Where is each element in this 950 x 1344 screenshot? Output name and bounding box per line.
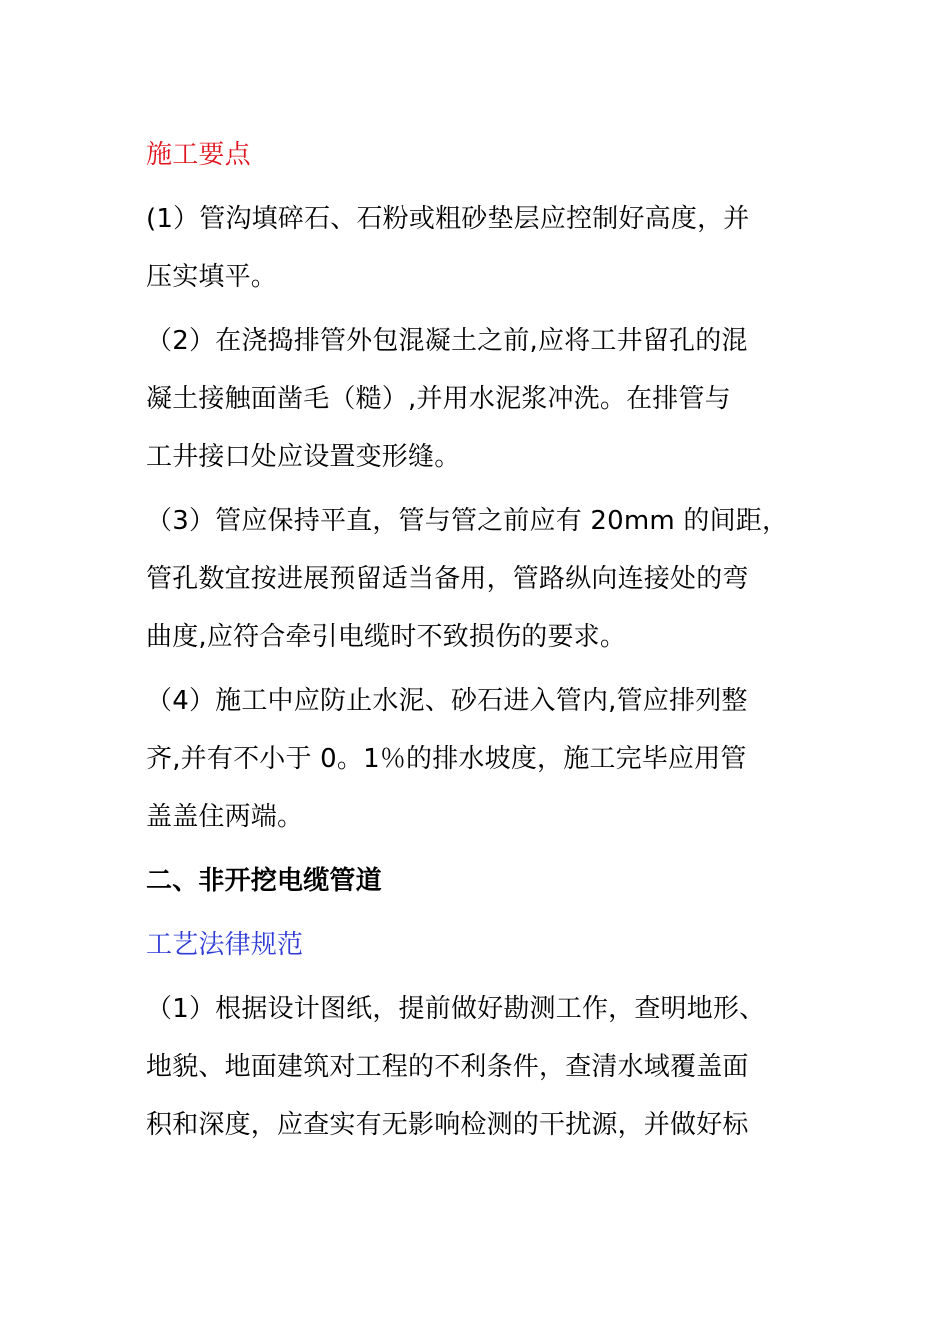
paragraph-line: （2）在浇捣排管外包混凝土之前,应将工井留孔的混 bbox=[146, 326, 748, 356]
paragraph-line: 地貌、地面建筑对工程的不利条件，查清水域覆盖面 bbox=[146, 1052, 749, 1082]
paragraph-line: (1）管沟填碎石、石粉或粗砂垫层应控制好高度，并 bbox=[146, 204, 750, 234]
paragraph-line: 管孔数宜按进展预留适当备用，管路纵向连接处的弯 bbox=[146, 564, 749, 594]
paragraph-line: 工井接口处应设置变形缝。 bbox=[146, 442, 461, 472]
paragraph-line: 齐,并有不小于 0。1％的排水坡度，施工完毕应用管 bbox=[146, 744, 747, 774]
paragraph-2 bbox=[146, 312, 818, 486]
paragraph-line: 积和深度，应查实有无影响检测的干扰源，并做好标 bbox=[146, 1110, 749, 1140]
heading-construction-points: 施工要点 bbox=[146, 140, 251, 170]
paragraph-line: 曲度,应符合牵引电缆时不致损伤的要求。 bbox=[146, 622, 627, 652]
paragraph-1 bbox=[146, 190, 818, 306]
paragraph-line: （1）根据设计图纸，提前做好勘测工作，查明地形、 bbox=[146, 994, 766, 1024]
paragraph-line: （3）管应保持平直，管与管之前应有 20mm 的间距， bbox=[146, 506, 789, 536]
paragraph-line: 压实填平。 bbox=[146, 262, 278, 292]
document-page bbox=[146, 126, 818, 1154]
paragraph-5 bbox=[146, 980, 818, 1154]
section-title-trenchless-cable-duct: 二、非开挖电缆管道 bbox=[146, 866, 382, 896]
paragraph-line: （4）施工中应防止水泥、砂石进入管内,管应排列整 bbox=[146, 686, 748, 716]
paragraph-4 bbox=[146, 672, 818, 846]
paragraph-line: 凝土接触面凿毛（糙）,并用水泥浆冲洗。在排管与 bbox=[146, 384, 731, 414]
paragraph-line: 盖盖住两端。 bbox=[146, 802, 304, 832]
heading-process-specification: 工艺法律规范 bbox=[146, 930, 304, 960]
paragraph-3 bbox=[146, 492, 818, 666]
